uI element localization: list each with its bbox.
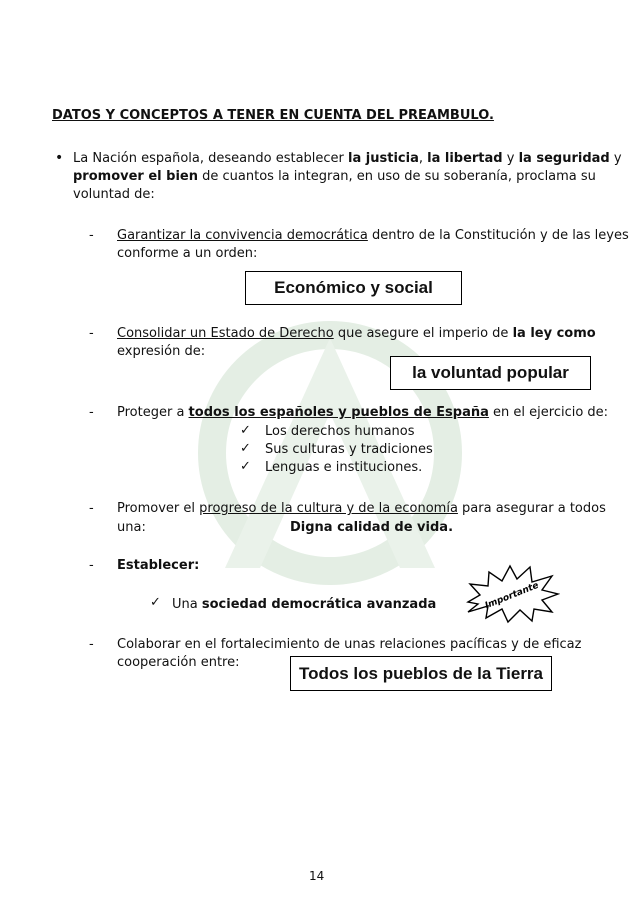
item3-line-1: Proteger a todos los españoles y pueblos de España en el ejercicio de: [117,405,609,420]
item5-label: Establecer: [117,558,200,573]
dash-marker: - [89,228,94,243]
item5-check-item: Una sociedad democrática avanzada [172,597,437,612]
check-icon: ✓ [240,423,251,438]
item4-line-1: Promover el progreso de la cultura y de la economía para asegurar a todos [117,501,606,516]
bullet-icon: • [55,150,64,166]
item2-answer-box: la voluntad popular [390,356,591,390]
item6-line-1: Colaborar en el fortalecimiento de unas relaciones pacíficas y de eficaz [117,637,582,652]
dash-marker: - [89,405,94,420]
check-icon: ✓ [240,441,251,456]
item4-bold-answer: Digna calidad de vida. [290,520,454,535]
item2-line-1: Consolidar un Estado de Derecho que asegure el imperio de la ley como [117,326,596,341]
page-title: DATOS Y CONCEPTOS A TENER EN CUENTA DEL PREAMBULO. [52,108,494,123]
intro-line-2: promover el bien de cuantos la integran, en uso de su soberanía, proclama su [73,169,596,184]
item6-answer-box: Todos los pueblos de la Tierra [290,656,552,691]
importante-starburst-icon [462,562,560,624]
check-icon: ✓ [240,459,251,474]
check-icon: ✓ [150,595,161,610]
dash-marker: - [89,501,94,516]
check-item: Lenguas e instituciones. [265,460,423,475]
check-item: Los derechos humanos [265,424,415,439]
item2-line-2: expresión de: [117,344,206,359]
item1-answer-box: Económico y social [245,271,462,305]
page-number: 14 [309,869,325,883]
dash-marker: - [89,637,94,652]
item6-line-2: cooperación entre: [117,655,240,670]
intro-line-3: voluntad de: [73,187,155,202]
dash-marker: - [89,326,94,341]
importante-badge-label: Importante [483,580,541,612]
dash-marker: - [89,558,94,573]
item4-line-2: una: [117,520,146,535]
item1-line-1: Garantizar la convivencia democrática dentro de la Constitución y de las leyes [117,228,629,243]
intro-line-1: La Nación española, deseando establecer la justicia, la libertad y la seguridad y [73,151,622,166]
check-item: Sus culturas y tradiciones [265,442,433,457]
item1-line-2: conforme a un orden: [117,246,258,261]
